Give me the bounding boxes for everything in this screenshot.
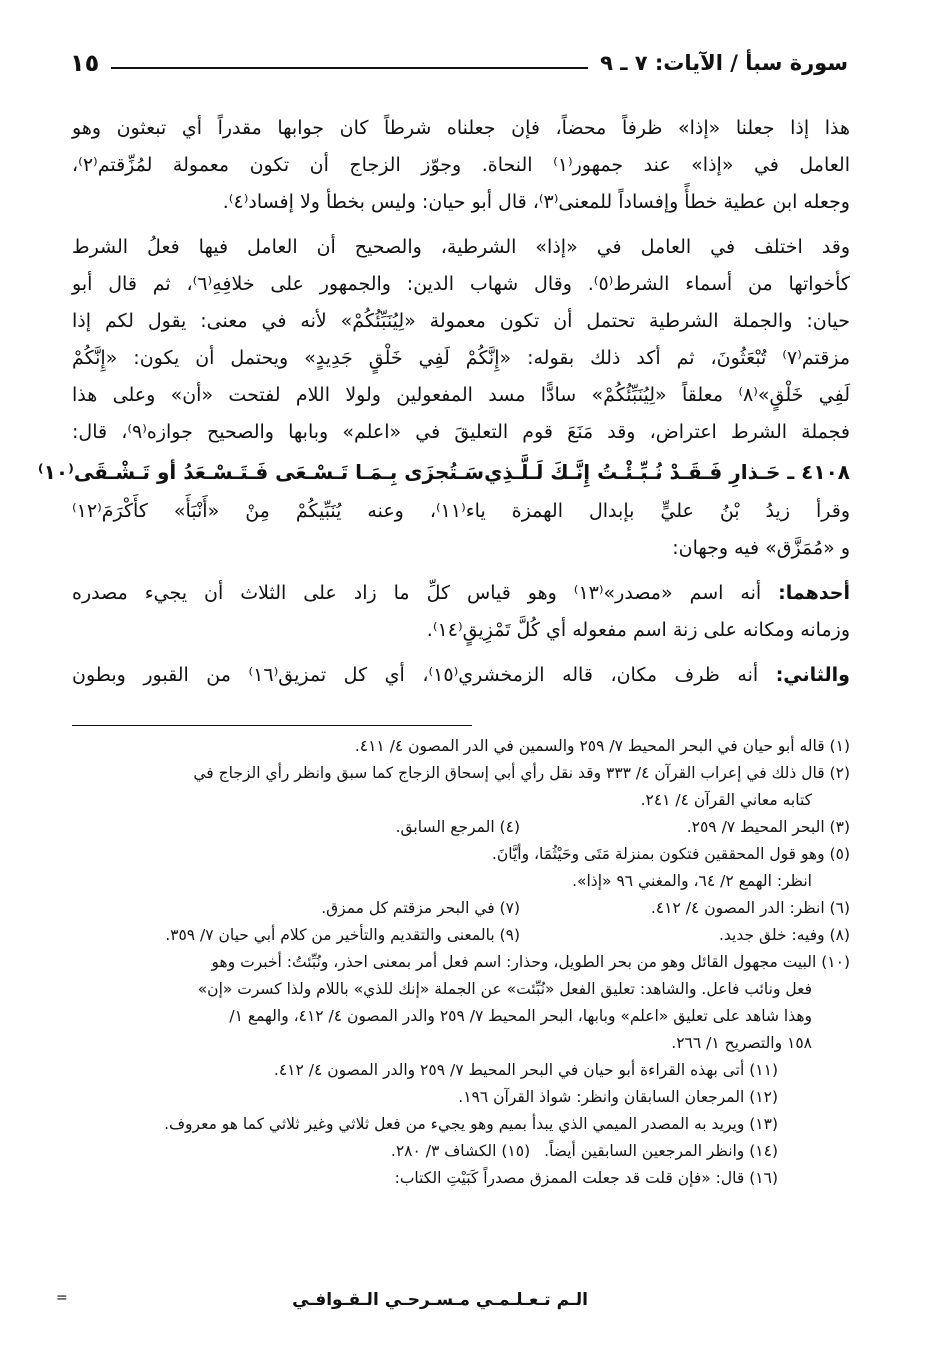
footnote-10-cont: فعل ونائب فاعل. والشاهد: تعليق الفعل «نُبِّئت» عن الجملة «إنك للذي» باللام ولذا كسرت «إن» (197, 980, 812, 998)
text-line: فجملة الشرط اعتراض، وقد مَنَعَ قوم التعليقَ في «اعلم» وبابها والصحيح جوازه⁽٩⁾، قال: (72, 421, 850, 443)
footnote-3: (٣) البحر المحيط ٧/ ٢٥٩. (686, 818, 850, 836)
footnote-separator (72, 725, 472, 726)
text-line: لَفِي خَلْقٍ»⁽٨⁾ معلقاً «لِيُنَبِّئُكُمْ» سادًّا مسد المفعولين ولولا اللام لفتحت «أن» وعلى هذا (72, 384, 851, 406)
footnote-5-cont: انظر: الهمع ٢/ ٦٤، والمغني ٩٦ «إذا». (572, 872, 812, 890)
main-text (37, 110, 851, 694)
footnote-15: (١٥) الكشاف ٣/ ٢٨٠. (390, 1142, 531, 1160)
footnote-8: (٨) وفيه: خلق جديد. (718, 926, 850, 944)
footnote-12: (١٢) المرجعان السابقان وانظر: شواذ القرآن ١٩٦. (458, 1088, 778, 1106)
footnote-7: (٧) في البحر مزقتم كل ممزق. (321, 899, 520, 917)
footnote-2: (٢) قال ذلك في إعراب القرآن ٤/ ٣٣٣ وقد نقل رأي أبي إسحاق الزجاج كما سبق وانظر رأي الزجاج في (193, 764, 850, 782)
text-line: و «مُمَزَّق» فيه وجهان: (672, 537, 850, 559)
footnote-row-3-4 (72, 814, 850, 841)
poetry-verse (37, 451, 850, 493)
footnote-row-6-7 (72, 895, 850, 922)
footer-logo: الـم تـعـلـمـي مـسـرحـي الـقـوافـي (292, 1290, 588, 1310)
page-number: ١٥ (70, 49, 100, 77)
text-line: وجعله ابن عطية خطأً وإفساداً للمعنى⁽٣⁾، قال أبو حيان: وليس بخطأ ولا إفساد⁽٤⁾. (222, 191, 850, 213)
point-one-text: أنه اسم «مصدر»⁽١٣⁾ وهو قياس كلِّ ما زاد على الثلاث أن يجيء مصدره (72, 582, 762, 604)
verse-first-half: ٤١٠٨ ـ حَـذارِ فَـقَـدْ نُـبِّـئْـتُ إِنَّـكَ لَـلَّـذِي (484, 460, 850, 484)
footnote-16: (١٦) قال: «فإن قلت قد جعلت الممزق مصدراً كَبَيْتِ الكتاب: (394, 1169, 778, 1187)
verse-second-half: سَـتُجزَى بِـمَـا تَـسْـعَى فَـتَـسْـعَدُ أو تَـشْـقَى⁽١٠⁾ (37, 460, 485, 484)
text-line: وقد اختلف في العامل في «إذا» الشرطية، والصحيح أن العامل فيها فعلُ الشرط (72, 236, 850, 258)
footnote-6: (٦) انظر: الدر المصون ٤/ ٤١٢. (650, 899, 850, 917)
point-two-line (72, 657, 850, 694)
footnote-2-cont: كتابه معاني القرآن ٤/ ٢٤١. (640, 791, 812, 809)
text-line: هذا إذا جعلنا «إذا» ظرفاً محضاً، فإن جعلناه شرطاً كان جوابها مقدراً أي تبعثون وهو (72, 117, 850, 139)
point-two-label: والثاني: (775, 664, 850, 686)
text-line: وقرأ زيدُ بْنُ عليٍّ بإبدال الهمزة ياء⁽١١⁾، وعنه يُنَبِّيكُمْ مِنْ «أَنْبَأَ» كأَكْرَمَ⁽١٢⁾ (72, 500, 851, 522)
point-one-label: أحدهما: (778, 582, 850, 604)
point-one-line (72, 575, 850, 612)
text-line: كأخواتها من أسماء الشرط⁽٥⁾. وقال شهاب الدين: والجمهور على خلافِهِ⁽٦⁾، ثم قال أبو (72, 273, 850, 295)
text-line: وزمانه ومكانه على زنة اسم مفعوله أي كُلَّ تَمْزِيقٍ⁽١٤⁾. (426, 619, 850, 641)
margin-mark: = (56, 1290, 68, 1306)
footnote-1: (١) قاله أبو حيان في البحر المحيط ٧/ ٢٥٩ والسمين في الدر المصون ٤/ ٤١١. (354, 737, 850, 755)
header-title: سورة سبأ / الآيات: ٧ ـ ٩ (600, 51, 848, 75)
footnote-14: (١٤) وانظر المرجعين السابقين أيضاً. (544, 1142, 778, 1160)
footnote-9: (٩) بالمعنى والتقديم والتأخير من كلام أبي حيان ٧/ ٣٥٩. (165, 926, 520, 944)
footnote-5: (٥) وهو قول المحققين فتكون بمنزلة مَتَى وحَيْثُمَا، وأيَّانَ. (491, 845, 850, 863)
footnote-4: (٤) المرجع السابق. (395, 818, 520, 836)
footnote-spacer (530, 1138, 544, 1165)
header-rule (111, 67, 588, 69)
running-header (70, 38, 848, 78)
footnote-row-14-15 (72, 1138, 850, 1165)
footnote-row-8-9 (72, 922, 850, 949)
footnote-10: (١٠) البيت مجهول القائل وهو من بحر الطويل، وحذار: اسم فعل أمر بمعنى احذر، ونُبِّئتُ: أخبرت وهو (211, 953, 850, 971)
text-line: حيان: والجملة الشرطية تحتمل أن تكون معمولة «لِيُنَبِّئُكُمْ» لأنه في معنى: يقول لكم إذا (72, 310, 850, 332)
footnotes (72, 733, 850, 1192)
footnote-10-cont: ١٥٨ والتصريح ١/ ٢٦٦. (671, 1034, 812, 1052)
text-line: مزقتم⁽٧⁾ تُبْعَثُونَ، ثم أكد ذلك بقوله: «إِنَّكُمْ لَفِي خَلْقٍ جَدِيدٍ» ويحتمل أن يكون: «إِنَّكُمْ (72, 347, 850, 369)
point-two-text: أنه ظرف مكان، قاله الزمخشري⁽١٥⁾، أي كل تمزيق⁽١٦⁾ من القبور وبطون (72, 664, 759, 686)
footnote-11: (١١) أتى بهذه القراءة أبو حيان في البحر المحيط ٧/ ٢٥٩ والدر المصون ٤/ ٤١٢. (273, 1061, 778, 1079)
footnote-10-cont: وهذا شاهد على تعليق «اعلم» وبابها، البحر المحيط ٧/ ٢٥٩ والدر المصون ٤/ ٤١٢، والهمع ١/ (229, 1007, 812, 1025)
text-line: العامل في «إذا» عند جمهور⁽١⁾ النحاة. وجوّز الزجاج أن تكون معمولة لمُزِّقتم⁽٢⁾، (72, 154, 850, 176)
footnote-13: (١٣) ويريد به المصدر الميمي الذي يبدأ بميم وهو يجيء من فعل ثلاثي وغير ثلاثي كما هو معروف. (164, 1115, 778, 1133)
